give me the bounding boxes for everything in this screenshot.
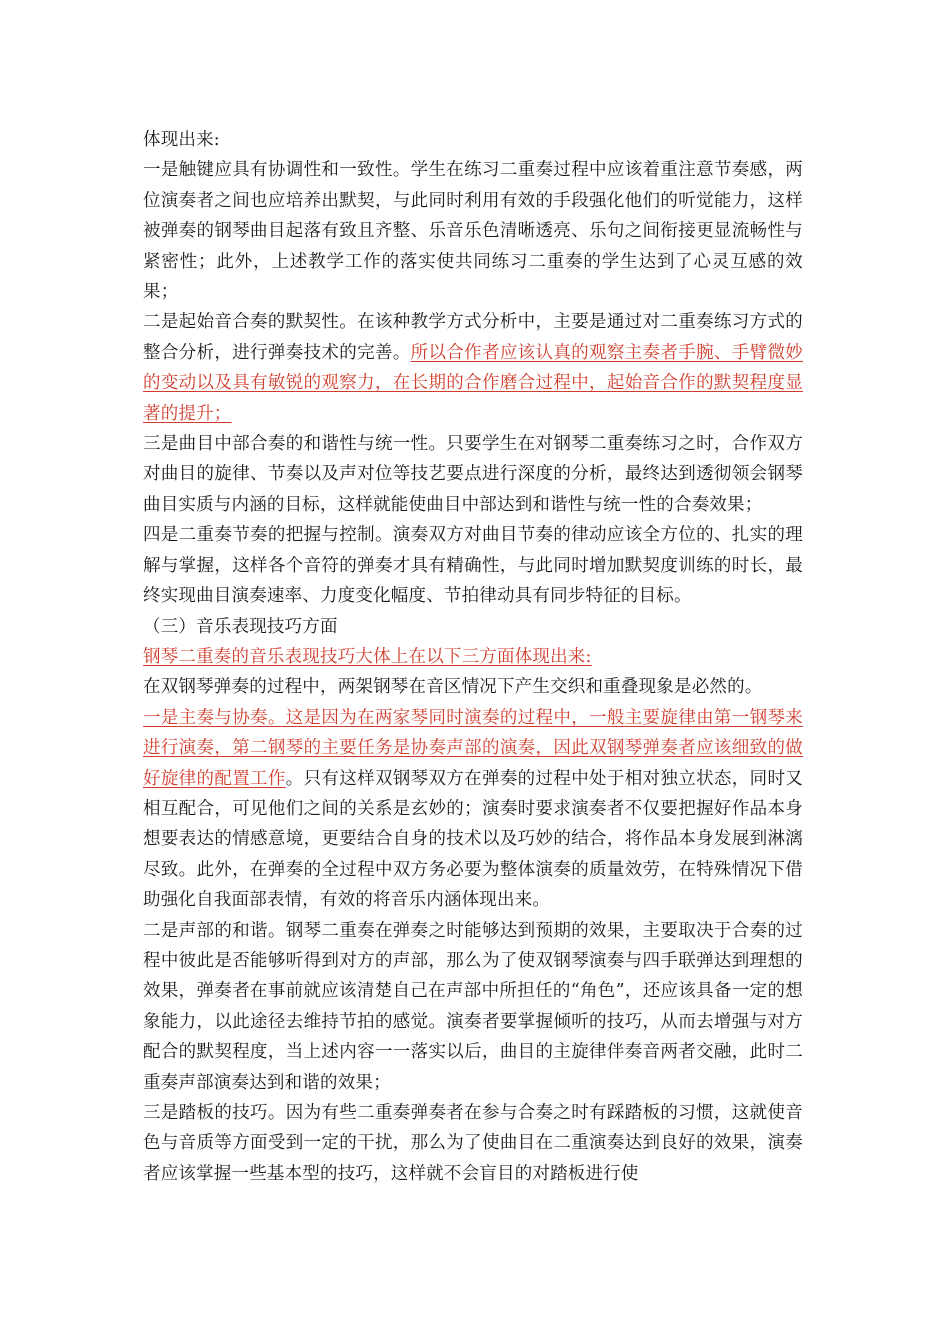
text-segment: 三是曲目中部合奏的和谐性与统一性。只要学生在对钢琴二重奏练习之时，合作双方对曲目的旋律、节奏以及声对位等技艺要点进行深度的分析，最终达到透彻领会钢琴曲目实质与内涵的目标，这样就能使曲目中部达到和谐性与统一性的合奏效果； (143, 434, 803, 515)
text-segment: 二是声部的和谐。钢琴二重奏在弹奏之时能够达到预期的效果，主要取决于合奏的过程中彼此是否能够听得到对方的声部，那么为了使双钢琴演奏与四手联弹达到理想的效果，弹奏者在事前就应该清楚自己在声部中所担任的“角色”，还应该具备一定的想象能力，以此途径去维持节拍的感觉。演奏者要掌握倾听的技巧，从而去增强与对方配合的默契程度，当上述内容一一落实以后，曲目的主旋律伴奏音两者交融，此时二重奏声部演奏达到和谐的效果； (143, 920, 803, 1093)
paragraph (143, 703, 803, 916)
paragraph (143, 155, 803, 307)
text-segment: 四是二重奏节奏的把握与控制。演奏双方对曲目节奏的律动应该全方位的、扎实的理解与掌握，这样各个音符的弹奏才具有精确性，与此同时增加默契度训练的时长，最终实现曲目演奏速率、力度变化幅度、节拍律动具有同步特征的目标。 (143, 525, 803, 607)
section-heading (143, 612, 803, 642)
paragraph (143, 1098, 803, 1189)
paragraph (143, 307, 803, 429)
text-segment: 二是起始音合奏的默契性。在该种教学方式分析中，主要是通过对二重奏练习方式的整合分析，进行弹奏技术的完善。 (143, 312, 803, 363)
highlighted-text-segment: 钢琴二重奏的音乐表现技巧大体上在以下三方面体现出来: (143, 646, 592, 667)
text-segment: 一是触键应具有协调性和一致性。学生在练习二重奏过程中应该着重注意节奏感，两位演奏者之间也应培养出默契，与此同时利用有效的手段强化他们的听觉能力，这样被弹奏的钢琴曲目起落有致且齐整、乐音乐色清晰透亮、乐句之间衔接更显流畅性与紧密性；此外，上述教学工作的落实使共同练习二重奏的学生达到了心灵互感的效果； (143, 160, 803, 303)
paragraph (143, 672, 803, 702)
paragraph (143, 916, 803, 1098)
text-segment: 体现出来: (143, 130, 220, 150)
paragraph (143, 429, 803, 520)
document-page (143, 125, 803, 1189)
text-segment: 三是踏板的技巧。因为有些二重奏弹奏者在参与合奏之时有踩踏板的习惯，这就使音色与音质等方面受到一定的干扰，那么为了使曲目在二重演奏达到良好的效果，演奏者应该掌握一些基本型的技巧，这样就不会盲目的对踏板进行使 (143, 1103, 803, 1184)
text-segment: 。只有这样双钢琴双方在弹奏的过程中处于相对独立状态，同时又相互配合，可见他们之间的关系是玄妙的；演奏时要求演奏者不仅要把握好作品本身想要表达的情感意境，更要结合自身的技术以及巧妙的结合，将作品本身发展到淋漓尽致。此外，在弹奏的全过程中双方务必要为整体演奏的质量效劳，在特殊情况下借助强化自我面部表情，有效的将音乐内涵体现出来。 (143, 768, 803, 911)
paragraph (143, 125, 803, 155)
paragraph (143, 520, 803, 611)
highlighted-text-segment: 所以合作者应该认真的观察主奏者手腕、手臂微妙的变动以及具有敏锐的观察力，在长期的合作磨合过程中，起始音合作的默契程度显著的提升； (143, 342, 803, 424)
paragraph (143, 642, 803, 672)
text-segment: 在双钢琴弹奏的过程中，两架钢琴在音区情况下产生交织和重叠现象是必然的。 (143, 677, 763, 698)
highlighted-text-segment: 一是主奏与协奏。这是因为在两家琴同时演奏的过程中，一般主要旋律由第一钢琴来进行演奏，第二钢琴的主要任务是协奏声部的演奏，因此双钢琴弹奏者应该细致的做好旋律的配置工作 (143, 707, 803, 789)
text-segment: （三）音乐表现技巧方面 (143, 616, 338, 637)
